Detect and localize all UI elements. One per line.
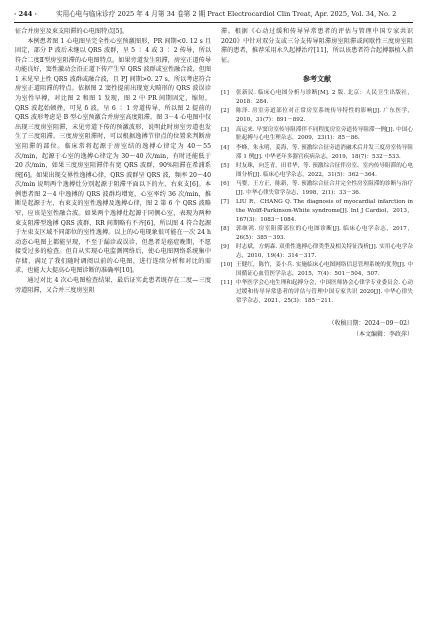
reference-number: [11]	[221, 280, 233, 287]
page-number: · 244 ·	[14, 10, 37, 18]
reference-item	[221, 243, 413, 261]
header-rule	[14, 22, 413, 23]
reference-number: [8]	[221, 225, 229, 232]
reference-text: 高运来. 旱窦房室传导阻滞伴不同程度房室旁道传导阻滞一例[J]. 中国心脏起搏与心电生理杂志，2009，23(1)：85－86.	[236, 126, 413, 142]
reference-text: 郭继鸿. 房室阻滞部位的心电图诊断[J]. 临床心电学杂志，2017，26(5)：385－393.	[236, 225, 413, 241]
reference-text: 马婴，王方正，陈新，等. 预激综合征合并完全性房室阻滞的诊断与治疗[J]. 中华心律失常学杂志，1998，2(1)：33－36.	[236, 180, 413, 196]
reference-text: 时友珠，向芝青，田君华，等. 预激综合征伴房室、室内传导阻滞的心电图分析[J]. 临床心电学杂志，2022，31(5)：362－364.	[236, 162, 413, 178]
reference-number: [6]	[221, 180, 229, 187]
journal-title: 实用心电与临床诊疗 2025 年 4 月第 34 卷第 2 期 Pract Electrocardiol Clin Treat, Apr. 2025, Vol. 34, No. 2	[56, 10, 397, 18]
reference-number: [2]	[221, 108, 229, 115]
editor-credit: （本文编辑：李政萍）	[352, 331, 413, 339]
article-footer	[221, 318, 413, 340]
references-heading: 参考文献	[303, 74, 331, 84]
reference-item	[221, 261, 413, 279]
reference-text: 中华医学会心电生理和起搏分会，中国医师协会心律学专业委员会. 心动过缓和传导异常患者的评估与管理中国专家共识 2020[J]. 中华心律失常学杂志，2021，25(3)：185－211.	[236, 280, 413, 305]
body-paragraph: 通过对比 4 次心电图检查结果，最后证实此患者既存在二度—三度旁道阻滞，又合并三度房室阻	[15, 277, 211, 294]
reference-item	[221, 180, 413, 198]
body-paragraph: 征合并房室及束支阻滞的心电图特点[5]。	[15, 28, 129, 35]
reference-number: [7]	[221, 198, 229, 205]
reference-text: LIU R，CHANG Q. The diagnosis of myocardial infarction in the Wolff-Parkinson-White syndrome[J]. Int J Cardiol，2013，167(3)：1083－1084.	[236, 198, 413, 223]
reference-number: [3]	[221, 126, 229, 133]
reference-number: [1]	[221, 90, 229, 97]
body-paragraph: 滞。根据《心动过缓和传导异常患者的评估与管理中国专家共识 2020》中针对双分支或三分支传导阻滞房室阻滞或间歇性三度房室阻滞的患者，推荐采用永久起搏治疗[11]，所以该患者符合起搏器植入指征。	[221, 28, 413, 64]
reference-item	[221, 279, 413, 306]
reference-item	[221, 126, 413, 144]
right-column	[221, 27, 413, 623]
reference-text: 陈泽. 房室旁道部位对正常房室系统传导特性的影响[J]. 广东医学，2010，31(7)：891－892.	[236, 108, 413, 124]
reference-number: [4]	[221, 144, 229, 151]
reference-item	[221, 144, 413, 162]
left-column	[15, 27, 211, 623]
reference-item	[221, 198, 413, 225]
reference-item	[221, 89, 413, 107]
reference-item	[221, 107, 413, 125]
reference-text: 王健红，陈竹，姜小兵. 实施临床心电图网络信息管理系统的优势[J]. 中国循证心血管医学杂志，2015，7(4)：501－504，507.	[236, 262, 413, 278]
body-paragraph: 本例患者图 1 心电图呈完全性心室预激图形，PR 间期<0. 12 s 且固定，部分 P 波后未继以 QRS 波群，呈 5 ∶ 4 或 3 ∶ 2 传导，所以符合二度Ⅱ型房室阻滞的心电图特点。如果旁道发生阻滞，房室正道传导功能良好，窦性激动会沿正道下传产生窄 QRS 波群或室性融合波，但图 1 未见窄上性 QRS 波群或融合波，且 PJ 间期>0. 27 s，所以考虑符合房室正道阻滞的特点。依据图 2 窦性提前出现宽大畸形的 QRS 波误诊为室性早搏，对比图 2 和图 1 发现，图 2 中 PR 间期固定，缩短，QRS 波起始顿挫，可见 δ 波，呈 6 ∶ 1 旁道传导，所以图 2 提前的 QRS 波形考虑是 B 型心室预激合并房室高度阻滞。图 3－4 心电图中仅出现三度房室阻滞，未见旁道下传的预激波形，说明此时房室旁道也发生了三度阻滞。三度房室阻滞时，可以根据逸搏节律点的位置来判断房室阻滞的部位。临床常将起源于房室结的逸搏心律定为 40～55 次/min，起源于心室的逸搏心律定为 30～40 次/min，有时还能低于 20 次/min，如果三度房室阻滞伴有宽 QRS 波群，90%阻滞在希浦系统[6]。如果出现交界性逸搏心律，QRS 波群呈 QRS 波，频率 20～40 次/min 说明两个逸搏灶分别起源于阻滞平面以下的左、右束支[6]。本例患者图 2－4 中逸搏的 QRS 波群均增宽，心室率约 36 次/min，推断是起源于左、右束支的室性逸搏及逸搏心律，图 2 第 6 个 QRS 波略窄，应该是室性融合波。如果两个逸搏灶起源于同侧心室，表现为两种束支阻滞型逸搏 QRS 波群，RR 间期略有不齐[6]，所以图 4 符合起源于左束支区域不同部位的室性逸搏。以上的心电现象很可能在一次 24 h 动态心电图上都能呈现，不至于漏诊或误诊，但患者是癌症晚期，不愿接受过多的检查。但自从实现心电监测网络后，使心电图网络系统集中存储，满足了我们随时调阅以前的心电图，进行连续分析和对比的需求，也能大大提高心电图诊断的准确率[10]。	[15, 37, 211, 275]
reference-text: 李峰，朱永明，姜海，等. 预激综合征旁道消融术后并发三度房室传导阻滞 1 例[J]. 中华老年多器官疾病杂志，2019，18(7)：532－533.	[236, 144, 413, 160]
reference-text: 时志斌，方炳森. 双重性逸搏心律类型及相关特征浅析[J]. 实用心电学杂志，2010，19(4)：314－317.	[236, 244, 413, 259]
reference-text: 张新民. 临床心电图分析与诊断[M]. 2 版. 北京：人民卫生出版社，2018：284.	[236, 90, 413, 106]
reference-number: [5]	[221, 162, 229, 169]
reference-list	[221, 89, 413, 306]
reference-item	[221, 225, 413, 243]
reference-item	[221, 162, 413, 180]
received-date: （收稿日期：2024－09－02）	[328, 320, 413, 328]
running-header	[14, 8, 413, 22]
reference-number: [10]	[221, 262, 233, 269]
reference-number: [9]	[221, 244, 229, 251]
